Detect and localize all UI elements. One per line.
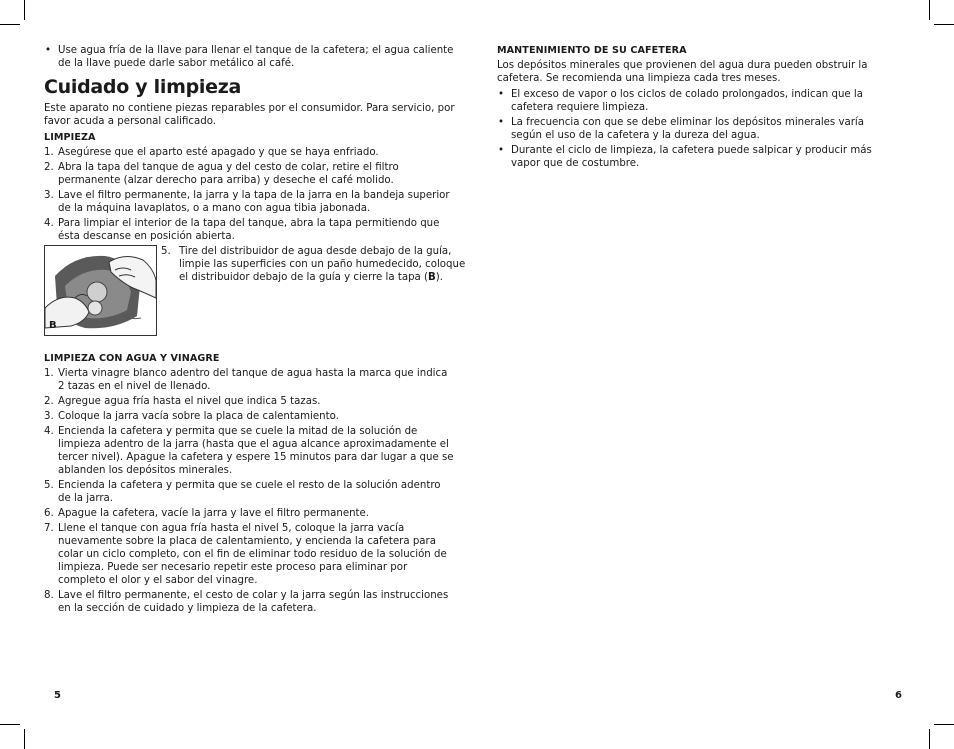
crop-mark xyxy=(929,729,930,749)
limpieza-steps xyxy=(44,146,456,243)
hands-cleaning-illustration xyxy=(45,246,156,335)
crop-mark xyxy=(24,0,25,20)
vinagre-steps xyxy=(44,367,456,615)
list-item: 8. Lave el filtro permanente, el cesto de colar y la jarra según las instrucciones en la sección de cuidado y limpieza de la cafetera. xyxy=(44,590,449,614)
crop-mark xyxy=(934,724,954,725)
list-item: 1. Asegúrese que el aparto esté apagado y que se haya enfriado. xyxy=(44,147,379,158)
maintenance-heading: MANTENIMIENTO DE SU CAFETERA xyxy=(497,45,687,56)
maintenance-paragraph: Los depósitos minerales que provienen del agua dura pueden obstruir la cafetera. Se recomienda una limpieza cada tres meses. xyxy=(497,60,868,84)
vinagre-heading: LIMPIEZA CON AGUA Y VINAGRE xyxy=(44,353,220,364)
list-item: 3. Lave el filtro permanente, la jarra y la tapa de la jarra en la bandeja superior de la máquina lavaplatos, o a mano con agua tibia jabonada. xyxy=(44,190,450,214)
figure-b xyxy=(44,245,157,336)
intro-paragraph: Este aparato no contiene piezas reparables por el consumidor. Para servicio, por favor acuda a personal calificado. xyxy=(44,103,455,127)
list-item: 4. Encienda la cafetera y permita que se cuele la mitad de la solución de limpieza adentro de la jarra (hasta que el agua alcance aproximadamente el tercer nivel). Apague la cafetera y espere 15 minutos para dar lugar a que se ablanden los depósitos minerales. xyxy=(44,426,454,476)
page-number-left: 5 xyxy=(54,690,61,701)
list-item: 4. Para limpiar el interior de la tapa del tanque, abra la tapa permitiendo que ésta descanse en posición abierta. xyxy=(44,218,440,242)
crop-mark xyxy=(0,24,20,25)
intro-bullet: • Use agua fría de la llave para llenar el tanque de la cafetera; el agua caliente de la llave puede darle sabor metálico al café. xyxy=(44,44,456,70)
left-page xyxy=(44,44,466,617)
list-item: 6. Apague la cafetera, vacíe la jarra y lave el filtro permanente. xyxy=(44,508,370,519)
crop-mark xyxy=(934,24,954,25)
list-item: 3. Coloque la jarra vacía sobre la placa de calentamiento. xyxy=(44,411,339,422)
crop-mark xyxy=(929,0,930,20)
list-item: 5. Tire del distribuidor de agua desde debajo de la guía, limpie las superficies con un paño humedecido, coloque el distribuidor debajo de la guía y cierre la tapa (B). xyxy=(161,246,466,283)
page-number-right: 6 xyxy=(895,690,902,701)
list-item: 2. Abra la tapa del tanque de agua y del cesto de colar, retire el filtro permanente (alzar derecho para arriba) y deseche el café molido. xyxy=(44,162,399,186)
list-item: • Durante el ciclo de limpieza, la cafetera puede salpicar y producir más vapor que de costumbre. xyxy=(497,144,897,170)
list-item: 2. Agregue agua fría hasta el nivel que indica 5 tazas. xyxy=(44,396,321,407)
figure-label: B xyxy=(49,320,57,331)
list-item: 7. Llene el tanque con agua fría hasta el nivel 5, coloque la jarra vacía nuevamente sobre la placa de calentamiento, y encienda la cafetera para colar un ciclo completo, con el fin de eliminar todo residuo de la solución de limpieza. Puede ser necesario repetir este proceso para eliminar por completo el olor y el sabor del vinagre. xyxy=(44,523,447,586)
figure-row xyxy=(44,245,466,335)
list-item: 1. Vierta vinagre blanco adentro del tanque de agua hasta la marca que indica 2 tazas en el nivel de llenado. xyxy=(44,368,448,392)
list-item: • La frecuencia con que se debe eliminar los depósitos minerales varía según el uso de la cafetera y la dureza del agua. xyxy=(497,116,897,142)
list-item: 5. Encienda la cafetera y permita que se cuele el resto de la solución adentro de la jarra. xyxy=(44,480,441,504)
crop-mark xyxy=(0,724,20,725)
figure-ref: B xyxy=(428,272,436,283)
right-page xyxy=(497,44,897,172)
limpieza-heading: LIMPIEZA xyxy=(44,132,96,143)
crop-mark xyxy=(24,729,25,749)
list-item: • El exceso de vapor o los ciclos de colado prolongados, indican que la cafetera requiere limpieza. xyxy=(497,88,897,114)
section-title: Cuidado y limpieza xyxy=(44,76,241,98)
